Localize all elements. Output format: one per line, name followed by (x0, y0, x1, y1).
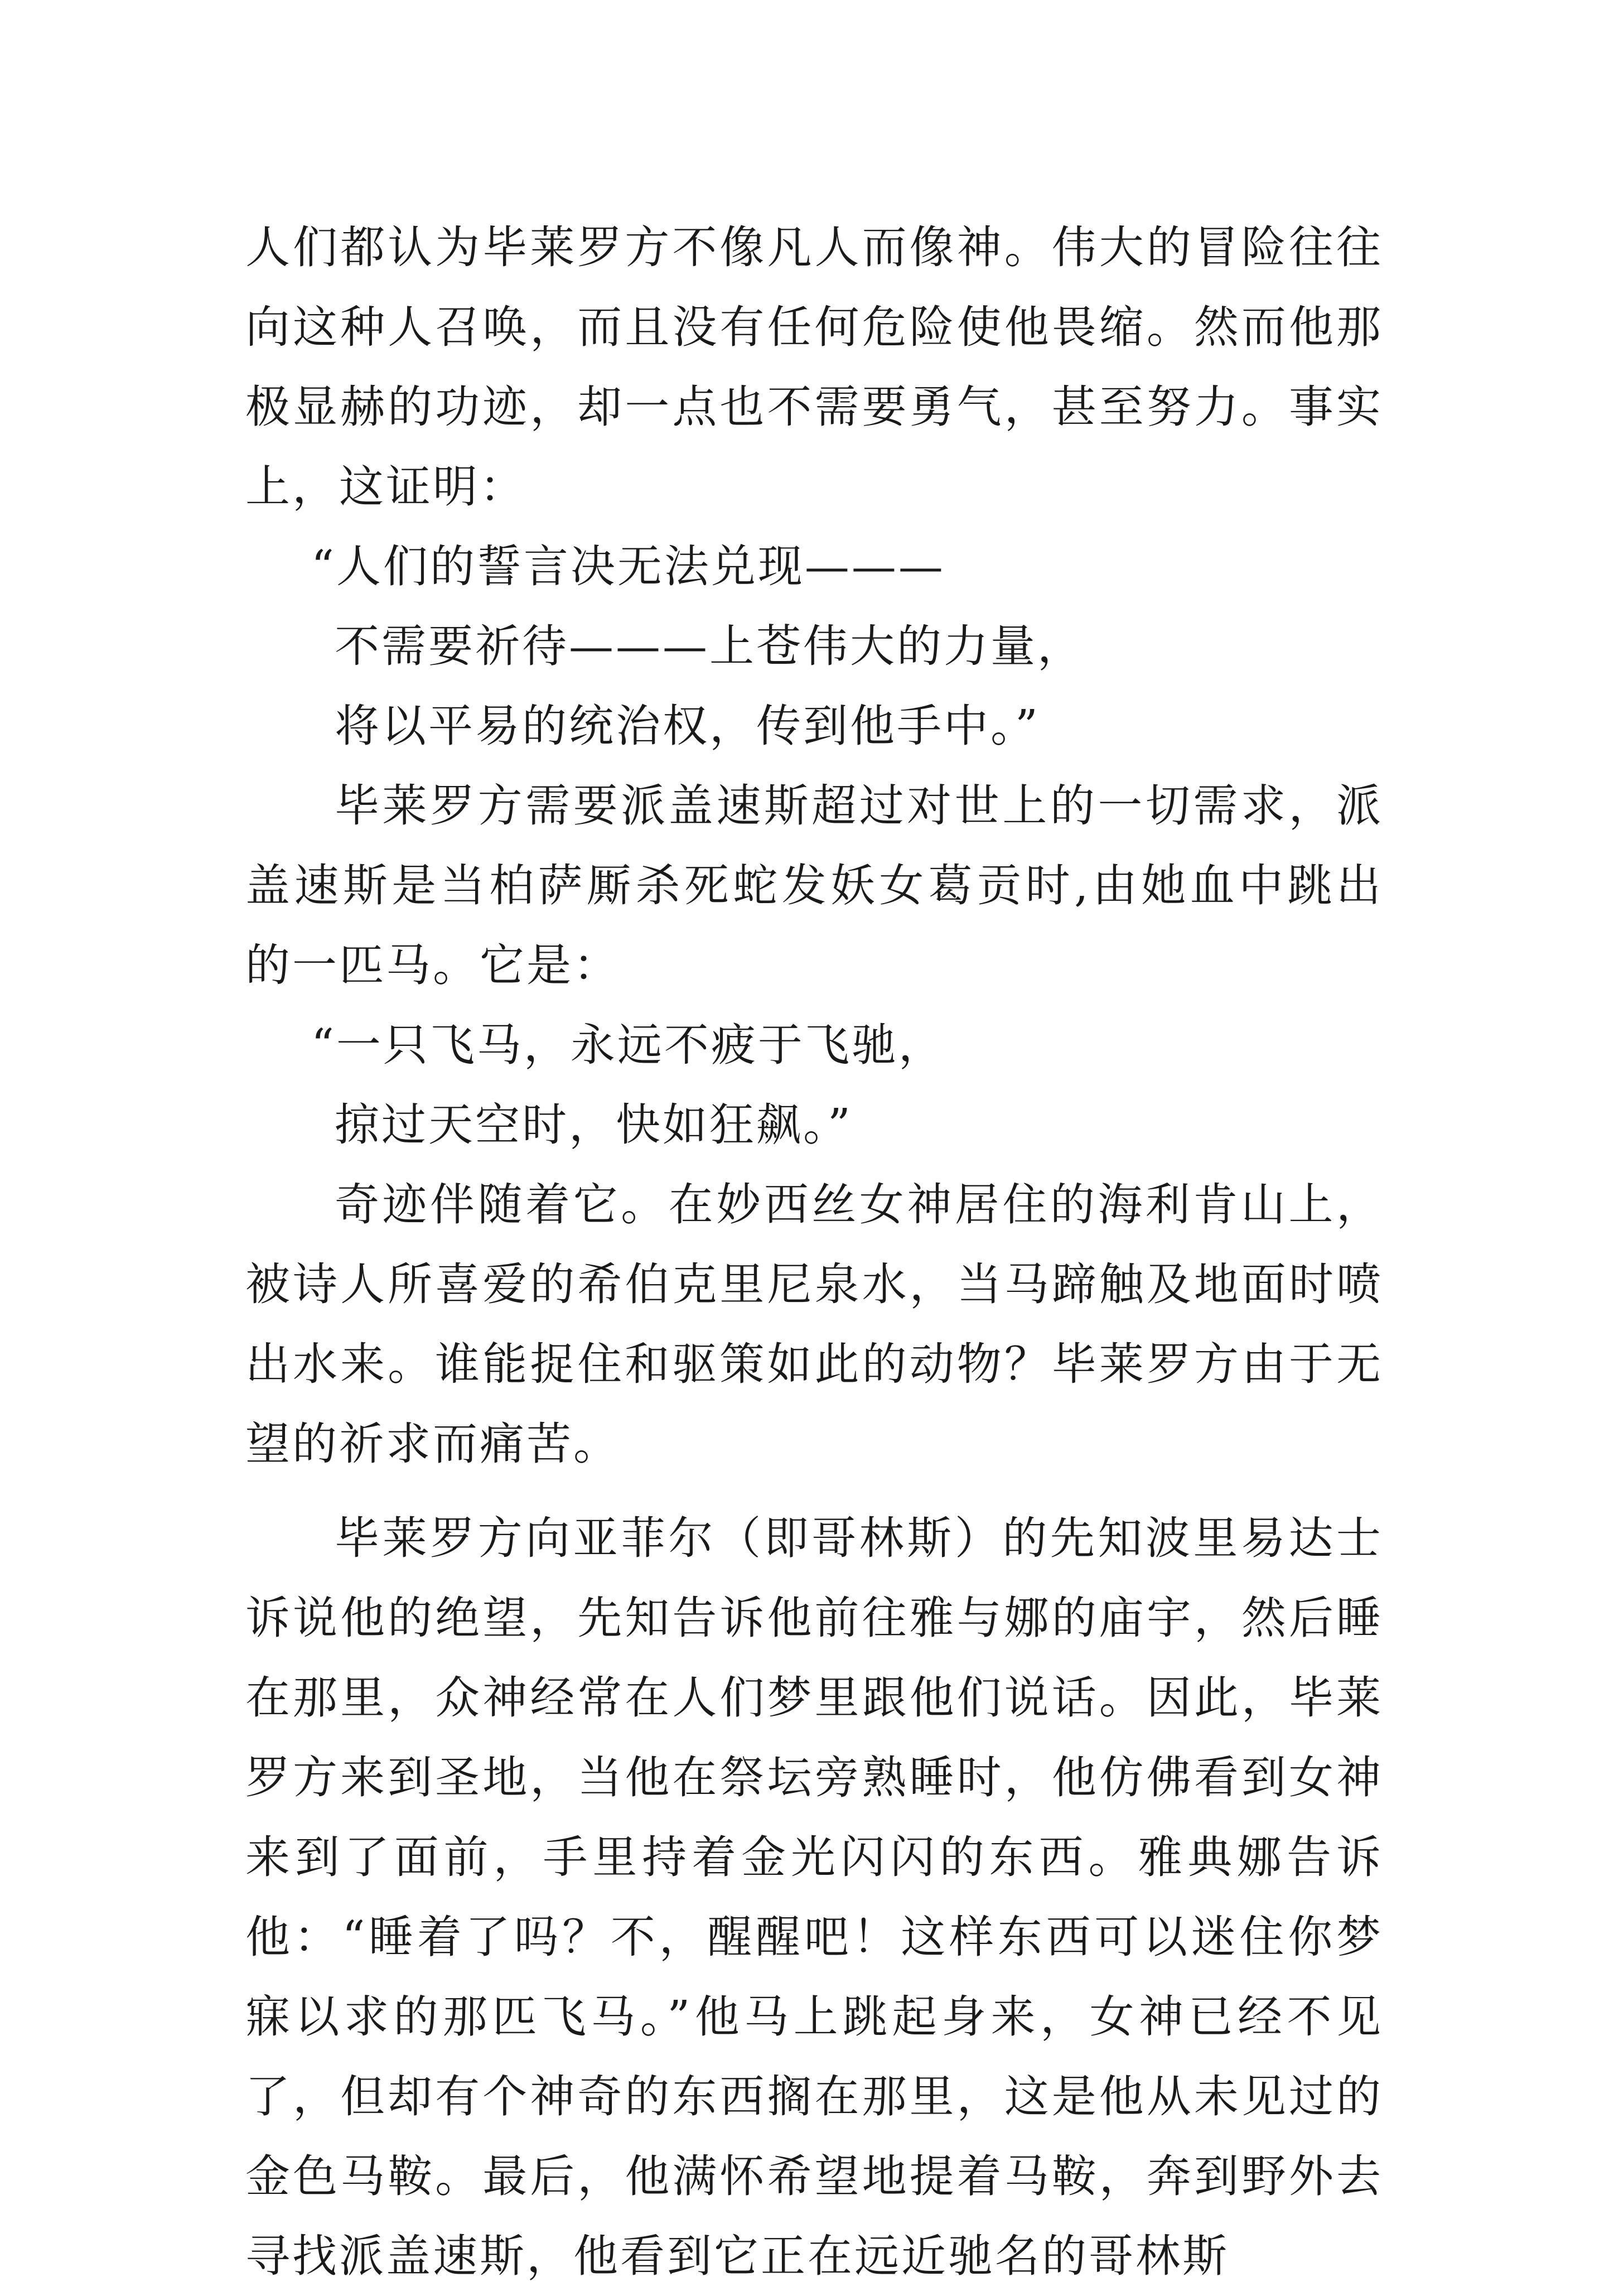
paragraph-1: 人们都认为毕莱罗方不像凡人而像神。伟大的冒险往往向这种人召唤，而且没有任何危险使他畏缩。然而他那极显赫的功迹，却一点也不需要勇气，甚至努力。事实上，这证明： (245, 221, 1383, 513)
verse-line-2: 不需要祈待———上苍伟大的力量， (335, 620, 1084, 672)
verse-line-5: 掠过天空时，快如狂飙。” (335, 1099, 853, 1151)
verse-line-1: “人们的誓言决无法兑现——— (311, 541, 945, 592)
paragraph-3: 奇迹伴随着它。在妙西丝女神居住的海利肯山上，被诗人所喜爱的希伯克里尼泉水，当马蹄触及地面时喷出水来。谁能捉住和驱策如此的动物？毕莱罗方由于无望的祈求而痛苦。 (245, 1179, 1383, 1470)
paragraph-2: 毕莱罗方需要派盖速斯超过对世上的一切需求，派盖速斯是当柏萨厮杀死蛇发妖女葛贡时,由她血中跳出的一匹马。它是： (245, 780, 1383, 991)
verse-line-3: 将以平易的统治权，传到他手中。” (335, 700, 1040, 752)
body-text (245, 208, 1383, 2296)
verse-line-4: “一只飞马，永远不疲于飞驰， (311, 1019, 945, 1071)
paragraph-4: 毕莱罗方向亚菲尔（即哥林斯）的先知波里易达士诉说他的绝望，先知告诉他前往雅与娜的庙宇，然后睡在那里，众神经常在人们梦里跟他们说话。因此，毕莱罗方来到圣地，当他在祭坛旁熟睡时，他仿佛看到女神来到了面前，手里持着金光闪闪的东西。雅典娜告诉他：“睡着了吗？不，醒醒吧！这样东西可以迷住你梦寐以求的那匹飞马。”他马上跳起身来，女神已经不见了，但却有个神奇的东西搁在那里，这是他从未见过的金色马鞍。最后，他满怀希望地提着马鞍，奔到野外去寻找派盖速斯，他看到它正在远近驰名的哥林斯 (245, 1512, 1383, 2282)
